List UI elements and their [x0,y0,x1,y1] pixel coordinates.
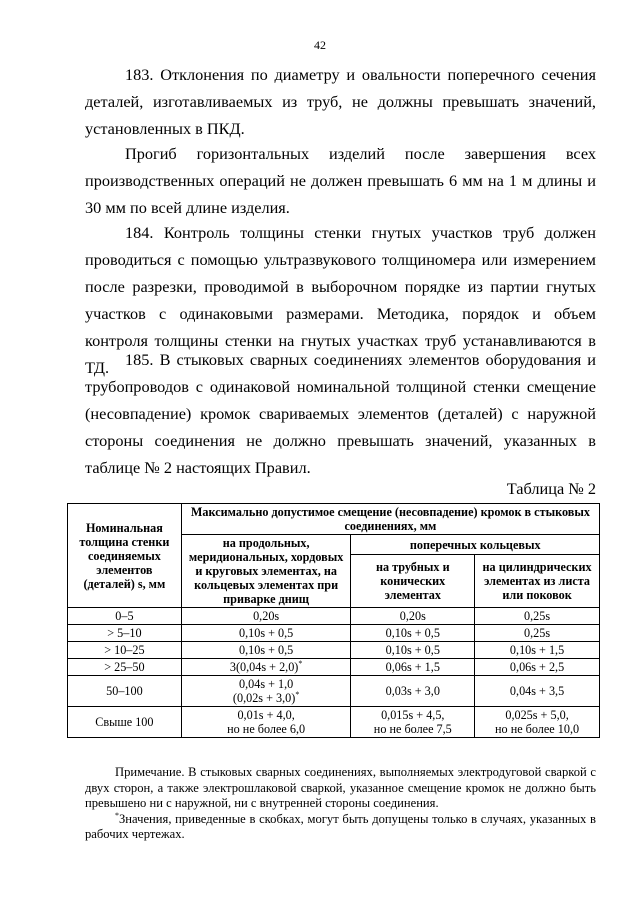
cell-limit: но не более 6,0 [227,722,306,736]
paragraph-185: 185. В стыковых сварных соединениях элементов оборудования и трубопроводов с одинаковой номинальной толщиной стенки смещение (несовпадение) кромок свариваемых элементов (деталей) с наружной стороны соединения не должно превышать значений, указанных в таблице № 2 настоящих Правил. [85,350,596,477]
header-longitudinal: на продольных, меридиональных, хордовых и круговых элементах, на кольцевых элементах при приварке днищ [181,535,351,608]
header-max-offset: Максимально допустимое смещение (несовпадение) кромок в стыковых соединениях, мм [181,504,599,535]
note-text: Примечание. В стыковых сварных соединениях, выполняемых электродуговой сваркой с двух сторон, а также электрошлаковой сваркой, указанное смещение кромок не должно быть превышено ни с наружной, ни с внутренней стороны соединения. [85,765,596,810]
table-caption: Таблица № 2 [506,479,596,498]
table-cell: > 5–10 [68,625,182,642]
table-cell: 0,20s [351,608,475,625]
table-row [68,659,600,676]
table-cell: > 25–50 [68,659,182,676]
table-cell: 0,10s + 0,5 [181,625,351,642]
header-tube-conical: на трубных и конических элементах [351,555,475,608]
table-cell: 0–5 [68,608,182,625]
cell-limit: но не более 7,5 [373,722,452,736]
paragraph-deflection: Прогиб горизонтальных изделий после завершения всех производственных операций не должен превышать 6 мм на 1 м длины и 30 мм по всей длине изделия. [85,144,596,217]
paragraph-183: 183. Отклонения по диаметру и овальности поперечного сечения деталей, изготавливаемых из труб, не должны превышать значений, установленных в ПКД. [85,65,596,138]
table-cell [181,676,351,707]
table-cell: 0,04s + 3,5 [475,676,600,707]
table-cell [181,659,351,676]
cell-value: 3(0,04s + 2,0) [229,660,299,674]
table-cell: 0,10s + 1,5 [475,642,600,659]
table-cell: 0,03s + 3,0 [351,676,475,707]
table-cell: 0,10s + 0,5 [351,642,475,659]
header-nominal-thickness: Номинальная толщина стенки соединяемых элементов (деталей) s, мм [68,504,182,608]
header-transverse-ring: поперечных кольцевых [351,535,600,555]
table-cell: 0,25s [475,625,600,642]
table-cell: Свыше 100 [68,707,182,738]
table-cell [351,707,475,738]
cell-limit: но не более 10,0 [495,722,580,736]
footnote-text: Значения, приведенные в скобках, могут быть допущены только в случаях, указанных в рабочих чертежах. [85,811,596,841]
table-cell [475,707,600,738]
paragraph-184: 184. Контроль толщины стенки гнутых участков труб должен проводиться с помощью ультразвукового толщиномера или измерением после разрезки, проводимой в выборочном порядке из партии гнутых участков с одинаковыми размерами. Методика, порядок и объем контроля толщины стенки на гнутых участках труб устанавливаются в ТД. [85,223,596,377]
table-header-row [68,504,600,535]
offset-table [67,503,600,738]
table-row [68,676,600,707]
table-row [68,707,600,738]
table-cell: 0,10s + 0,5 [351,625,475,642]
cell-value-alt: (0,02s + 3,0) [232,691,296,705]
table-cell: 0,20s [181,608,351,625]
table-cell: 0,10s + 0,5 [181,642,351,659]
note-footnote [85,812,596,843]
cell-value: 0,01s + 4,0, [237,708,295,722]
cell-value: 0,015s + 4,5, [381,708,445,722]
table-cell: > 10–25 [68,642,182,659]
cell-value: 0,025s + 5,0, [505,708,569,722]
footnote-mark: * [298,658,303,668]
header-cylindrical: на цилиндрических элементах из листа или поковок [475,555,600,608]
table-row [68,642,600,659]
table-note [85,765,596,843]
cell-value: 0,04s + 1,0 [238,677,294,691]
table-cell: 0,06s + 1,5 [351,659,475,676]
table-cell: 0,25s [475,608,600,625]
page-number: 42 [314,38,326,52]
table-cell: 50–100 [68,676,182,707]
table-row [68,608,600,625]
table-cell [181,707,351,738]
footnote-mark: * [295,689,300,699]
table-row [68,625,600,642]
footnote-mark: * [115,810,119,820]
table-cell: 0,06s + 2,5 [475,659,600,676]
